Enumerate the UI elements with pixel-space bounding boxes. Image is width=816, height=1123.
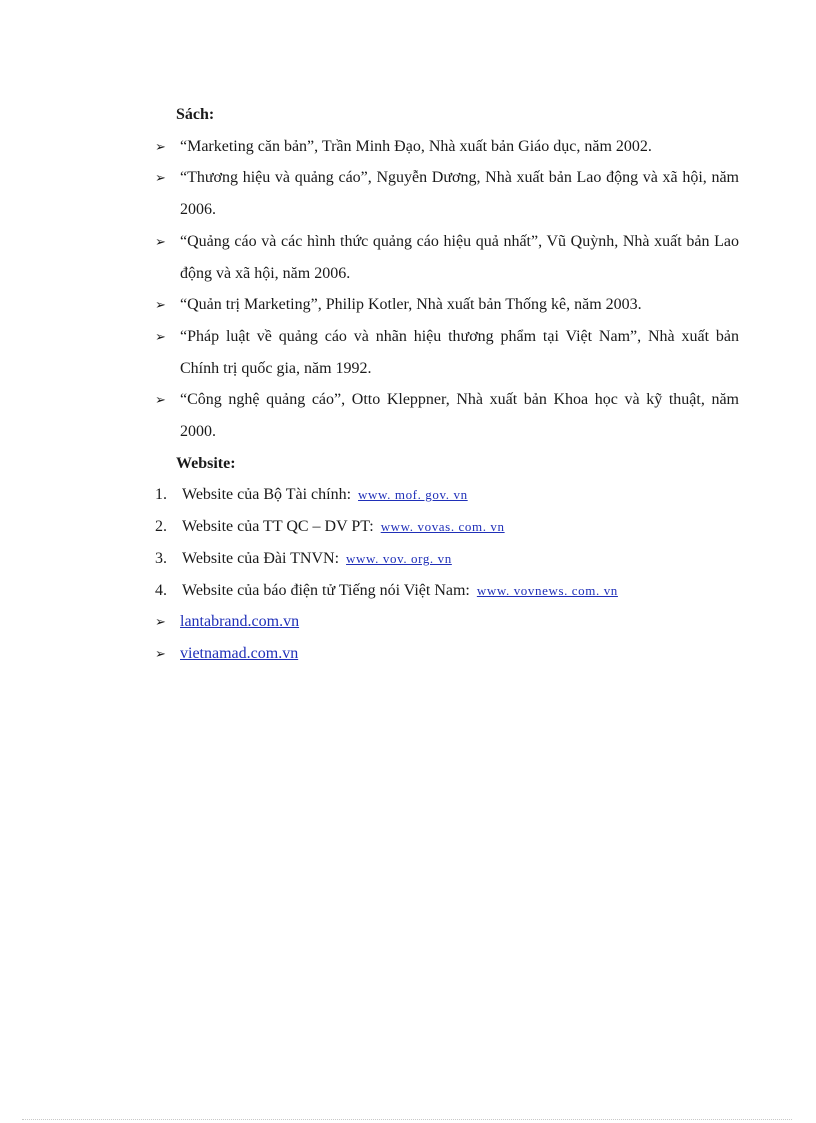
website-label: Website của Bộ Tài chính:: [182, 486, 352, 504]
references-section: [155, 99, 739, 670]
book-citation: “Quản trị Marketing”, Philip Kotler, Nhà xuất bản Thống kê, năm 2003.: [180, 296, 642, 314]
book-item: [155, 226, 739, 289]
arrow-bullet-icon: ➢: [155, 138, 166, 154]
arrow-bullet-icon: ➢: [155, 170, 166, 186]
extra-link[interactable]: lantabrand.com.vn: [180, 613, 300, 631]
book-citation: “Marketing căn bản”, Trần Minh Đạo, Nhà xuất bản Giáo dục, năm 2002.: [180, 137, 652, 155]
list-number: 3.: [155, 549, 167, 567]
arrow-bullet-icon: ➢: [155, 645, 166, 661]
page-bottom-divider: [22, 1119, 792, 1120]
website-item: [155, 479, 739, 511]
arrow-bullet-icon: ➢: [155, 233, 166, 249]
website-label: Website của TT QC – DV PT:: [182, 518, 374, 536]
list-number: 2.: [155, 518, 167, 536]
book-item: [155, 289, 739, 321]
extra-link-item: [155, 606, 739, 638]
book-item: [155, 162, 739, 225]
website-item: [155, 543, 739, 575]
extra-link-item: [155, 638, 739, 670]
extra-link[interactable]: vietnamad.com.vn: [180, 644, 299, 662]
book-item: [155, 384, 739, 447]
website-label: Website của Đài TNVN:: [182, 549, 340, 567]
website-heading: Website:: [176, 454, 236, 472]
books-heading: Sách:: [176, 106, 215, 123]
book-citation: “Pháp luật về quảng cáo và nhãn hiệu thương phẩm tại Việt Nam”, Nhà xuất bản Chính trị quốc gia, năm 1992.: [180, 327, 739, 377]
list-number: 4.: [155, 581, 167, 599]
website-item: [155, 511, 739, 543]
book-citation: “Công nghệ quảng cáo”, Otto Kleppner, Nhà xuất bản Khoa học và kỹ thuật, năm 2000.: [180, 391, 739, 441]
website-link[interactable]: www. mof. gov. vn: [358, 487, 468, 503]
website-label: Website của báo điện tử Tiếng nói Việt Nam:: [182, 581, 470, 599]
book-item: [155, 321, 739, 384]
website-link[interactable]: www. vovnews. com. vn: [476, 582, 618, 598]
list-number: 1.: [155, 486, 167, 504]
website-link[interactable]: www. vov. org. vn: [346, 550, 452, 566]
website-item: [155, 575, 739, 607]
book-item: [155, 131, 739, 163]
book-citation: “Quảng cáo và các hình thức quảng cáo hiệu quả nhất”, Vũ Quỳnh, Nhà xuất bản Lao động và xã hội, năm 2006.: [180, 232, 739, 282]
arrow-bullet-icon: ➢: [155, 328, 166, 344]
arrow-bullet-icon: ➢: [155, 614, 166, 630]
arrow-bullet-icon: ➢: [155, 392, 166, 408]
arrow-bullet-icon: ➢: [155, 297, 166, 313]
book-citation: “Thương hiệu và quảng cáo”, Nguyễn Dương, Nhà xuất bản Lao động và xã hội, năm 2006.: [180, 169, 739, 219]
website-link[interactable]: www. vovas. com. vn: [380, 519, 505, 535]
